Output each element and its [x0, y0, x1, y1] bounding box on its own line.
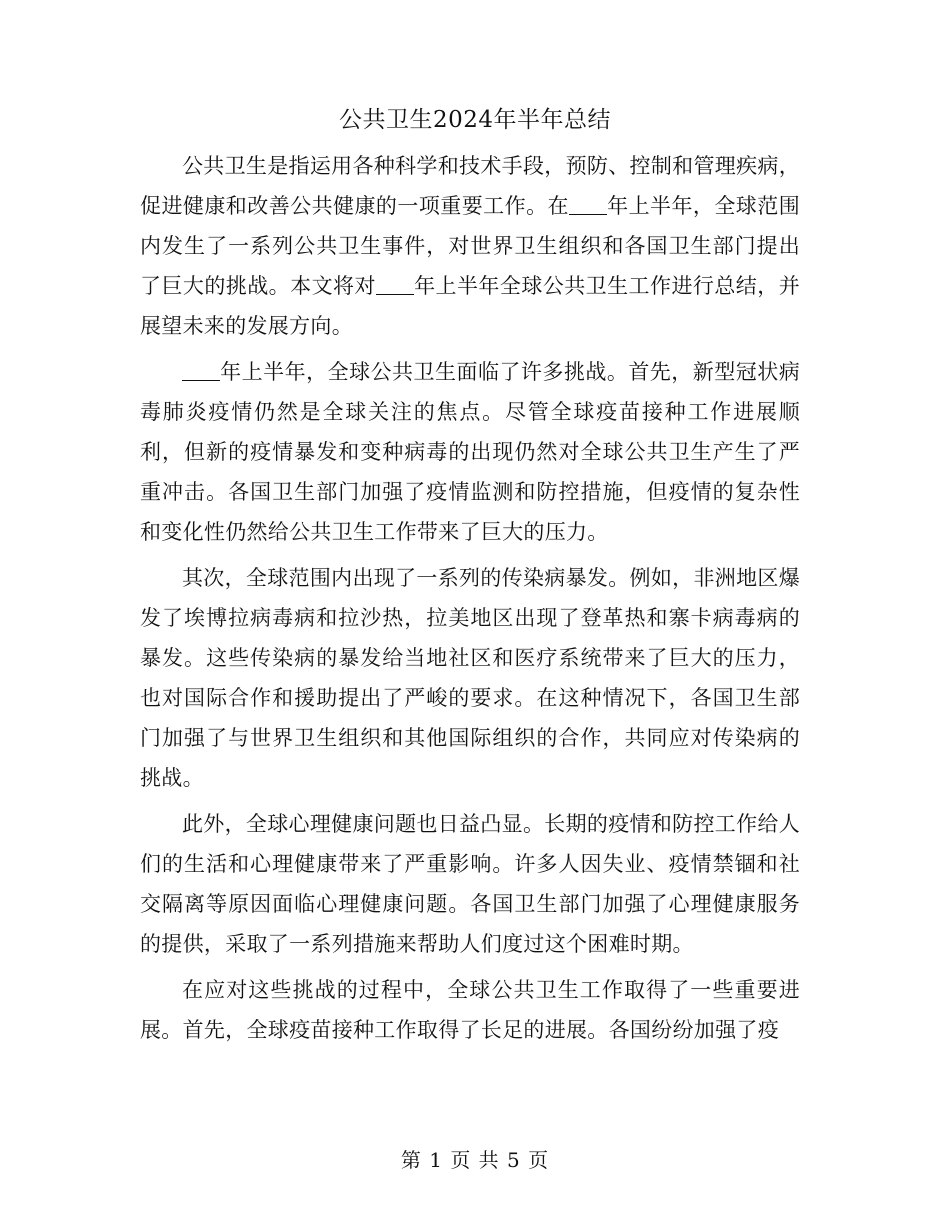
paragraph-text: 公共卫生是指运用各种科学和技术手段，预防、控制和管理疾病，促进健康和改善公共健康的一项重要工作。在 [140, 154, 800, 218]
paragraph-text: 年上半年，全球公共卫生面临了许多挑战。首先，新型冠状病毒肺炎疫情仍然是全球关注的焦点。尽管全球疫苗接种工作进展顺利，但新的疫情暴发和变种病毒的出现仍然对全球公共卫生产生了严重冲击。各国卫生部门加强了疫情监测和防控措施，但疫情的复杂性和变化性仍然给公共卫生工作带来了巨大的压力。 [140, 360, 800, 544]
paragraph-text: 年上半年，全球范围内发生了一系列公共卫生事件，对世界卫生组织和各国卫生部门提出了巨大的挑战。本文将对 [140, 194, 801, 298]
paragraph-4 [140, 804, 800, 964]
paragraph-1 [140, 146, 800, 346]
document-title: 公共卫生2024年半年总结 [338, 107, 612, 133]
blank-underline [376, 268, 414, 295]
document-body [140, 146, 800, 1056]
paragraph-text: 此外，全球心理健康问题也日益凸显。长期的疫情和防控工作给人们的生活和心理健康带来了严重影响。许多人因失业、疫情禁锢和社交隔离等原因面临心理健康问题。各国卫生部门加强了心理健康服务的提供，采取了一系列措施来帮助人们度过这个困难时期。 [140, 812, 800, 956]
paragraph-text: 年上半年全球公共卫生工作进行总结，并展望未来的发展方向。 [140, 274, 800, 338]
paragraph-text: 其次，全球范围内出现了一系列的传染病暴发。例如，非洲地区爆发了埃博拉病毒病和拉沙热，拉美地区出现了登革热和寨卡病毒病的暴发。这些传染病的暴发给当地社区和医疗系统带来了巨大的压力，也对国际合作和援助提出了严峻的要求。在这种情况下，各国卫生部门加强了与世界卫生组织和其他国际组织的合作，共同应对传染病的挑战。 [140, 566, 800, 790]
paragraph-5 [140, 970, 800, 1050]
blank-underline [569, 188, 607, 215]
page-footer: 第 1 页 共 5 页 [400, 1148, 550, 1172]
paragraph-text: 在应对这些挑战的过程中，全球公共卫生工作取得了一些重要进展。首先，全球疫苗接种工作取得了长足的进展。各国纷纷加强了疫 [140, 978, 800, 1042]
paragraph-3 [140, 558, 800, 798]
paragraph-2 [140, 352, 800, 552]
blank-underline [182, 354, 220, 381]
